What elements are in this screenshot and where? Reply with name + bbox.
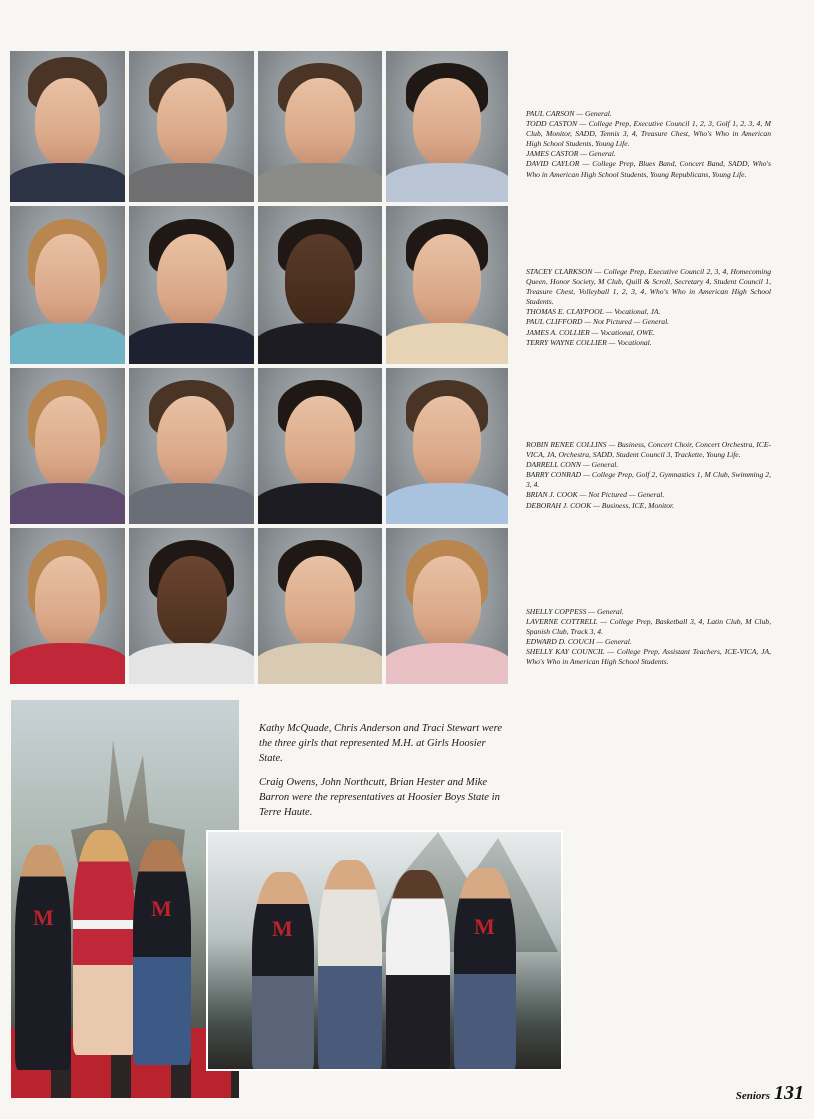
student-figure bbox=[252, 872, 314, 1071]
caption-entry: BARRY CONRAD — College Prep, Golf 2, Gymnastics 1, M Club, Swimming 2, 3, 4. bbox=[526, 470, 771, 490]
story-paragraph-boys-state: Craig Owens, John Northcutt, Brian Hester and Mike Barron were the representatives at Hoosier Boys State in Terre Haute. bbox=[259, 777, 500, 818]
girls-state-group-photo bbox=[11, 700, 239, 1098]
page-footer bbox=[736, 1082, 804, 1105]
section-label: Seniors bbox=[735, 1090, 770, 1102]
caption-block-row-3 bbox=[526, 440, 771, 511]
portrait-photo bbox=[386, 528, 508, 684]
student-figure bbox=[386, 870, 450, 1071]
caption-entry: TODD CASTON — College Prep, Executive Council 1, 2, 3, Golf 1, 2, 3, 4, M Club, Monitor, SADD, Tennis 3, 4, Treasure Chest, Who's Who in American High School Students, Young Life. bbox=[526, 119, 771, 149]
portrait-photo bbox=[129, 528, 254, 684]
caption-entry: THOMAS E. CLAYPOOL — Vocational, JA. bbox=[526, 307, 661, 317]
portrait-photo bbox=[386, 51, 508, 202]
portrait-photo bbox=[129, 51, 254, 202]
student-figure bbox=[318, 860, 382, 1071]
portrait-photo bbox=[10, 51, 125, 202]
cheerleader-figure bbox=[73, 830, 135, 1055]
caption-entry: DEBORAH J. COOK — Business, ICE, Monitor. bbox=[526, 500, 675, 510]
caption-entry: BRIAN J. COOK — Not Pictured — General. bbox=[526, 490, 665, 500]
caption-entry: PAUL CARSON — General. bbox=[526, 109, 612, 118]
story-paragraph-girls-state: Kathy McQuade, Chris Anderson and Traci Stewart were the three girls that represented M.H. at Girls Hoosier State. bbox=[259, 723, 503, 764]
portrait-photo bbox=[258, 206, 382, 364]
student-figure bbox=[454, 868, 516, 1071]
portrait-photo bbox=[10, 206, 125, 364]
caption-entry: STACEY CLARKSON — College Prep, Executive Council 2, 3, 4, Homecoming Queen, Honor Society, M Club, Quill & Scroll, Secretary 4, Student Council 1, Treasure Chest, Volleyball 1, 2, 3, 4, Who's Who in American High School Students. bbox=[526, 267, 771, 307]
student-figure bbox=[133, 840, 191, 1065]
caption-entry: LAVERNE COTTRELL — College Prep, Basketball 3, 4, Latin Club, M Club, Spanish Club, Track 3, 4. bbox=[526, 617, 771, 637]
portrait-photo bbox=[129, 206, 254, 364]
sweater-letter: M bbox=[272, 916, 293, 941]
caption-block-row-2 bbox=[526, 267, 771, 348]
portrait-photo bbox=[10, 368, 125, 524]
student-figure bbox=[15, 845, 71, 1070]
sweater-letter: M bbox=[474, 914, 495, 939]
caption-entry: PAUL CLIFFORD — Not Pictured — General. bbox=[526, 317, 670, 327]
feature-story bbox=[259, 721, 503, 829]
caption-block-row-1 bbox=[526, 109, 771, 180]
sweater-letter: M bbox=[151, 896, 172, 921]
portrait-photo bbox=[386, 206, 508, 364]
caption-entry: JAMES CASTOR — General. bbox=[526, 149, 616, 159]
portrait-photo bbox=[10, 528, 125, 684]
portrait-photo bbox=[386, 368, 508, 524]
caption-entry: DAVID CAYLOR — College Prep, Blues Band, Concert Band, SADD, Who's Who in American High School Students, Young Republicans, Young Life. bbox=[526, 159, 771, 179]
page-number: 131 bbox=[774, 1082, 804, 1104]
caption-entry: SHELLY COPPESS — General. bbox=[526, 607, 624, 616]
caption-block-row-4 bbox=[526, 607, 771, 668]
portrait-photo bbox=[258, 528, 382, 684]
portrait-photo bbox=[258, 368, 382, 524]
caption-entry: JAMES A. COLLIER — Vocational, OWE. bbox=[526, 327, 655, 337]
portrait-photo bbox=[129, 368, 254, 524]
boys-state-group-photo bbox=[206, 830, 563, 1071]
portrait-photo bbox=[258, 51, 382, 202]
caption-entry: EDWARD D. COUCH — General. bbox=[526, 637, 632, 647]
caption-entry: SHELLY KAY COUNCIL — College Prep, Assistant Teachers, ICE-VICA, JA, Who's Who in American High School Students. bbox=[526, 647, 771, 667]
caption-entry: TERRY WAYNE COLLIER — Vocational. bbox=[526, 337, 652, 347]
caption-entry: DARRELL CONN — General. bbox=[526, 460, 619, 470]
sweater-letter: M bbox=[33, 905, 54, 930]
caption-entry: ROBIN RENEE COLLINS — Business, Concert Choir, Concert Orchestra, ICE-VICA, JA, Orchestra, SADD, Student Council 3, Trackette, Young Life. bbox=[526, 440, 771, 460]
